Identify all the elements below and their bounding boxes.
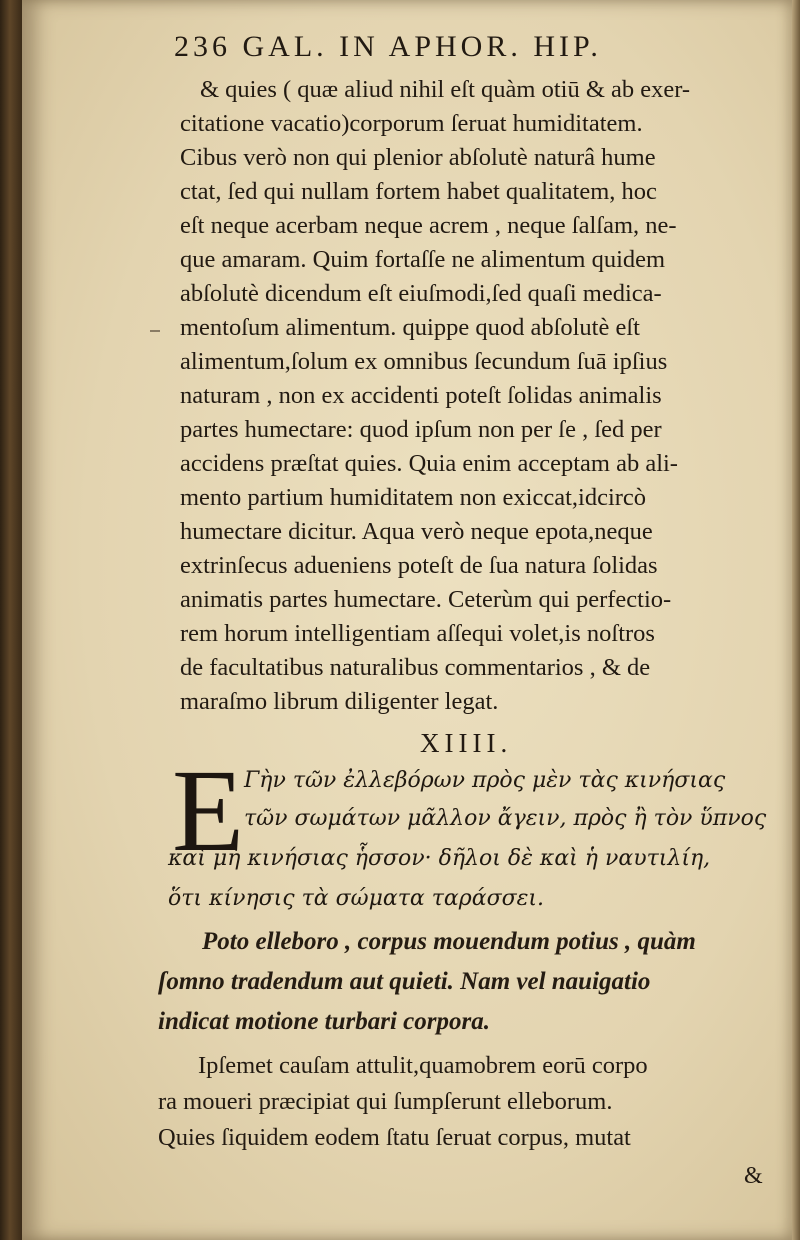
commentary-line: ra moueri præcipiat qui ſumpſerunt elleborum.	[158, 1088, 613, 1115]
body-line: alimentum,ſolum ex omnibus ſecundum ſuā ipſius	[180, 348, 668, 375]
greek-line: τῶν σωμάτων μᾶλλον ἄγειν, πρὸς ἢ τὸν ὕπνος	[244, 806, 767, 831]
translation-line: Poto elleboro , corpus mouendum potius , quàm	[202, 928, 696, 955]
commentary-line: Quies ſiquidem eodem ſtatu ſeruat corpus, mutat	[158, 1124, 631, 1151]
book-page	[22, 0, 792, 1240]
body-line: que amaram. Quim fortaſſe ne alimentum quidem	[180, 246, 666, 273]
running-header: 236 GAL. IN APHOR. HIP.	[174, 30, 602, 63]
book-binding-edge	[0, 0, 22, 1240]
marginal-mark	[150, 330, 160, 332]
body-line: de facultatibus naturalibus commentarios , & de	[180, 654, 651, 681]
body-line: maraſmo librum diligenter legat.	[180, 688, 499, 715]
body-line: mentoſum alimentum. quippe quod abſolutè eſt	[180, 314, 640, 341]
greek-line: καὶ μὴ κινήσιας ἧσσον· δῆλοι δὲ καὶ ἡ ναυτιλίη,	[168, 846, 711, 871]
page-fore-edge	[792, 0, 800, 1240]
greek-line: ὅτι κίνησις τὰ σώματα ταράσσει.	[168, 886, 545, 911]
body-line: animatis partes humectare. Ceterùm qui perfectio-	[180, 586, 672, 613]
body-line: partes humectare: quod ipſum non per ſe , ſed per	[180, 416, 662, 443]
body-line: extrinſecus adueniens poteſt de ſua natura ſolidas	[180, 552, 658, 579]
body-line: accidens præſtat quies. Quia enim acceptam ab ali-	[180, 450, 678, 477]
body-line: rem horum intelligentiam aſſequi volet,is noſtros	[180, 620, 655, 647]
body-line: Cibus verò non qui plenior abſolutè naturâ hume	[180, 144, 656, 171]
body-line: abſolutè dicendum eſt eiuſmodi,ſed quaſi medica-	[180, 280, 662, 307]
body-line: ctat, ſed qui nullam fortem habet qualitatem, hoc	[180, 178, 657, 205]
body-line: humectare dicitur. Aqua verò neque epota,neque	[180, 518, 653, 545]
greek-line: Γὴν τῶν ἐλλεβόρων πρὸς μὲν τὰς κινήσιας	[244, 768, 726, 793]
body-line: & quies ( quæ aliud nihil eſt quàm otiū & ab exer-	[200, 76, 691, 103]
catchword: &	[744, 1163, 763, 1189]
translation-line: indicat motione turbari corpora.	[158, 1008, 490, 1035]
body-line: mento partium humiditatem non exiccat,idcircò	[180, 484, 647, 511]
section-number: XIIII.	[420, 728, 513, 758]
body-line: eſt neque acerbam neque acrem , neque ſalſam, ne-	[180, 212, 677, 239]
drop-cap: E	[172, 745, 245, 876]
commentary-line: Ipſemet cauſam attulit,quamobrem eorū corpo	[198, 1052, 648, 1079]
body-line: citatione vacatio)corporum ſeruat humiditatem.	[180, 110, 643, 137]
body-line: naturam , non ex accidenti poteſt ſolidas animalis	[180, 382, 662, 409]
translation-line: ſomno tradendum aut quieti. Nam vel nauigatio	[158, 968, 651, 995]
